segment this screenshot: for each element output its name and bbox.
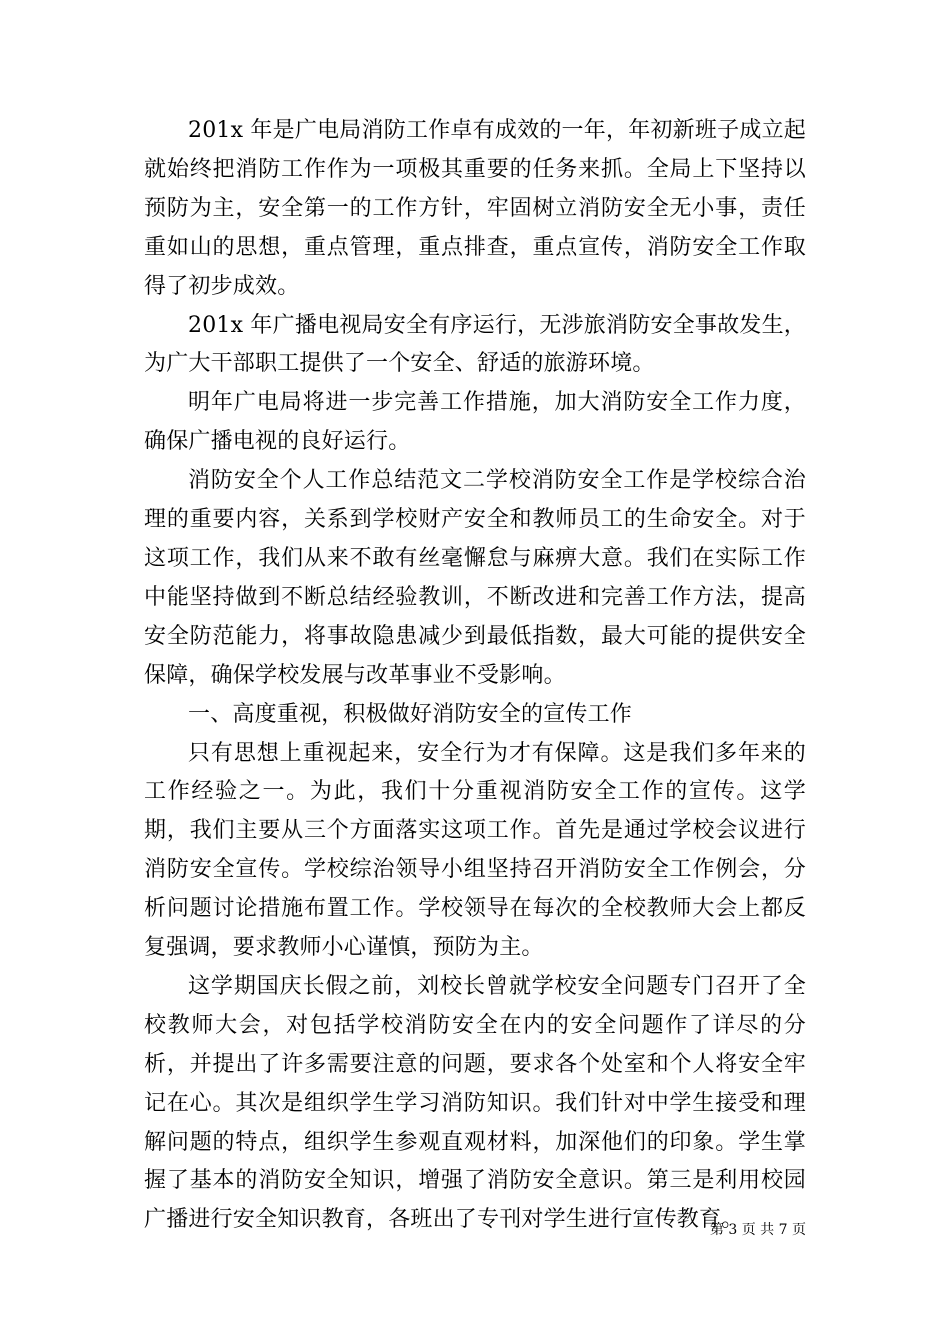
page-number-footer: 第 3 页 共 7 页 (709, 1222, 806, 1238)
section-heading: 一、高度重视，积极做好消防安全的宣传工作 (188, 701, 633, 727)
paragraph: 201x 年是广电局消防工作卓有成效的一年，年初新班子成立起就始终把消防工作作为一项极其重要的任务来抓。全局上下坚持以预防为主，安全第一的工作方针，牢固树立消防安全无小事，责任重如山的思想，重点管理，重点排查，重点宣传，消防安全工作取得了初步成效。 (144, 118, 806, 299)
paragraph: 明年广电局将进一步完善工作措施，加大消防安全工作力度，确保广播电视的良好运行。 (144, 390, 806, 455)
paragraph: 只有思想上重视起来，安全行为才有保障。这是我们多年来的工作经验之一。为此，我们十分重视消防安全工作的宣传。这学期，我们主要从三个方面落实这项工作。首先是通过学校会议进行消防安全宣传。学校综治领导小组坚持召开消防安全工作例会，分析问题讨论措施布置工作。学校领导在每次的全校教师大会上都反复强调，要求教师小心谨慎，预防为主。 (144, 740, 806, 961)
paragraph: 消防安全个人工作总结范文二学校消防安全工作是学校综合治理的重要内容，关系到学校财产安全和教师员工的生命安全。对于这项工作，我们从来不敢有丝毫懈怠与麻痹大意。我们在实际工作中能坚持做到不断总结经验教训，不断改进和完善工作方法，提高安全防范能力，将事故隐患减少到最低指数，最大可能的提供安全保障，确保学校发展与改革事业不受影响。 (144, 468, 806, 688)
document-body (144, 112, 806, 1240)
paragraph: 201x 年广播电视局安全有序运行，无涉旅消防安全事故发生，为广大干部职工提供了一个安全、舒适的旅游环境。 (144, 312, 806, 377)
paragraph: 这学期国庆长假之前，刘校长曾就学校安全问题专门召开了全校教师大会，对包括学校消防安全在内的安全问题作了详尽的分析，并提出了许多需要注意的问题，要求各个处室和个人将安全牢记在心。其次是组织学生学习消防知识。我们针对中学生接受和理解问题的特点，组织学生参观直观材料，加深他们的印象。学生掌握了基本的消防安全知识，增强了消防安全意识。第三是利用校园广播进行安全知识教育，各班出了专刊对学生进行宣传教育。 (144, 973, 806, 1233)
